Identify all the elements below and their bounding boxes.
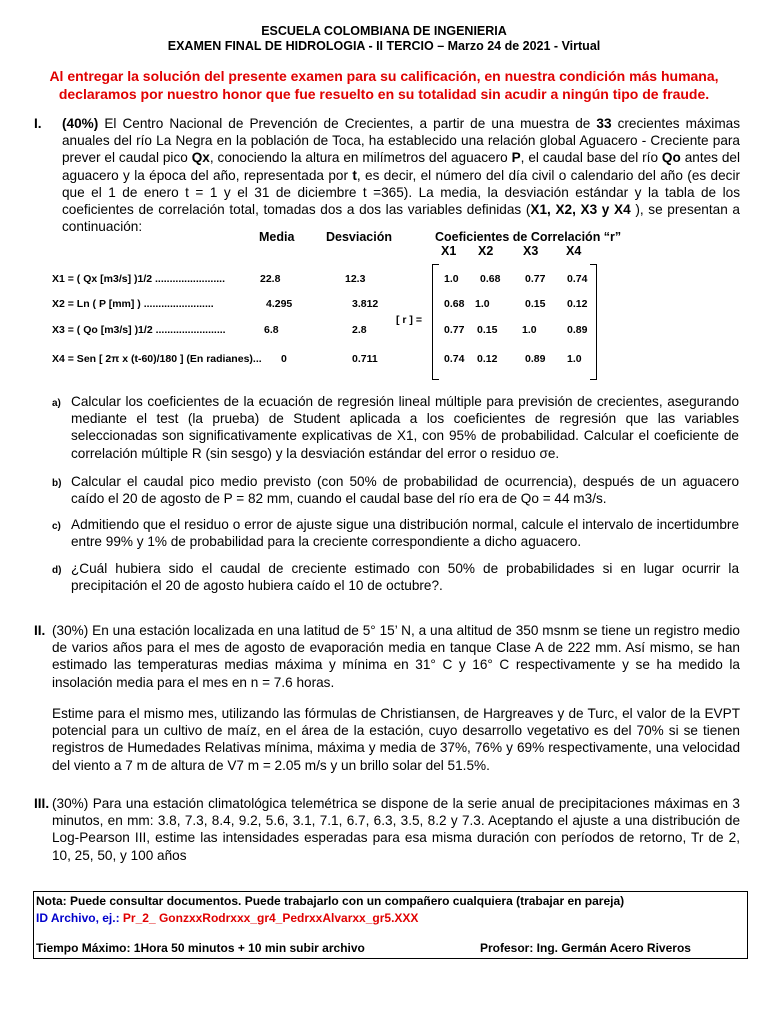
r-2-3: 0.15 [525, 298, 546, 310]
q2-paragraph-2: Estime para el mismo mes, utilizando las fórmulas de Christiansen, de Hargreaves y de Turc, el valor de la EVPT potencial para un cultivo de maíz, en el área de la estación, cuyo desarrollo vegetativo es del 70% si se tienen registros de Humedades Relativas mínima, máxima y media de 37%, 76% y 69% respectivamente, una velocidad del viento a 7 m de altura de V7 m = 2.05 m/s y un brillo solar del 51.5%. [52, 706, 740, 773]
footer-time: Tiempo Máximo: 1Hora 50 minutos + 10 min subir archivo [36, 941, 365, 955]
id-label: ID Archivo, ej.: [36, 911, 120, 925]
corr-col-x3: X3 [523, 244, 539, 258]
matrix-left-bracket [432, 264, 439, 380]
footer-id [36, 911, 418, 925]
r-2-2: 1.0 [475, 298, 490, 310]
r-3-1: 0.77 [444, 324, 465, 336]
part-c-text: Admitiendo que el residuo o error de ajuste sigue una distribución normal, calcule el intervalo de incertidumbre entre 99% y 1% de probabilidad para la creciente correspondiente a dicho aguacero. [71, 517, 739, 550]
r-1-4: 0.74 [567, 273, 588, 285]
q1-paragraph: (40%) El Centro Nacional de Prevención de Crecientes, a partir de una muestra de 33 crecientes máximas anuales del río La Negra en la población de Toca, ha establecido una relación global Aguacero - Creciente para prever el caudal pico Qx, conociendo la altura en milímetros del aguacero P, el caudal base del río Qo antes del aguacero y la época del año, representada por t, es decir, el número del día civil o calendario del año (es decir que el 1 de enero t = 1 y el 31 de diciembre t =365). La media, la desviación estándar y la tabla de los coeficientes de correlación total, tomadas dos a dos las variables definidas (X1, X2, X3 y X4 ), se presentan a continuación: [62, 116, 741, 235]
corr-header: Coeficientes de Correlación “r” [435, 230, 622, 244]
r-3-2: 0.15 [477, 324, 498, 336]
col-desv-header: Desviación [326, 230, 393, 244]
desv-x3: 2.8 [352, 324, 367, 336]
q3-paragraph: (30%) Para una estación climatológica telemétrica se dispone de la serie anual de precipitaciones máximas en 3 minutos, en mm: 3.8, 7.3, 8.4, 9.2, 5.6, 3.1, 7.1, 6.7, 6.3, 3.5, 8.2 y 7.3. Aceptando el ajuste a una distribución de Log-Pearson III, estime las intensidades esperadas para esa misma duración con períodos de retorno, Tr de 2, 10, 25, 50, y 100 años [52, 796, 740, 863]
r-4-3: 0.89 [525, 353, 546, 365]
q2-number: II. [34, 623, 46, 638]
r-3-3: 1.0 [522, 324, 537, 336]
honor-line-1: Al entregar la solución del presente examen para su calificación, en nuestra condición más humana, [49, 68, 719, 84]
desv-x4: 0.711 [352, 353, 378, 365]
row-def-x4: X4 = Sen [ 2π x (t-60)/180 ] (En radianes)... [52, 353, 262, 365]
media-x2: 4.295 [266, 298, 293, 310]
r-4-1: 0.74 [444, 353, 465, 365]
media-x4: 0 [281, 353, 287, 365]
corr-col-x4: X4 [566, 244, 582, 258]
honor-line-2: declaramos por nuestro honor que fue resuelto en su totalidad sin acudir a ningún tipo de fraude. [58, 86, 710, 102]
media-x3: 6.8 [264, 324, 279, 336]
media-x1: 22.8 [260, 273, 281, 285]
q3-number: III. [34, 796, 50, 811]
exam-title: EXAMEN FINAL DE HIDROLOGIA - II TERCIO – Marzo 24 de 2021 - Virtual [167, 39, 601, 53]
desv-x1: 12.3 [345, 273, 366, 285]
row-def-x3: X3 = ( Qo [m3/s] )1/2 ........................ [52, 324, 226, 336]
r-1-1: 1.0 [444, 273, 459, 285]
r-matrix-label: [ r ] = [396, 314, 422, 326]
r-4-4: 1.0 [567, 353, 582, 365]
r-1-3: 0.77 [525, 273, 546, 285]
desv-x2: 3.812 [352, 298, 379, 310]
row-def-x2: X2 = Ln ( P [mm] ) ........................ [52, 298, 214, 310]
part-d-text: ¿Cuál hubiera sido el caudal de creciente estimado con 50% de probabilidades si en lugar ocurrir la precipitación el 20 de agosto hubiera caído el 10 de octubre?. [71, 561, 739, 594]
row-def-x1: X1 = ( Qx [m3/s] )1/2 ........................ [52, 273, 226, 285]
q1-pct: (40%) [62, 116, 99, 131]
q1-number: I. [34, 116, 42, 131]
part-b-label: b) [52, 478, 62, 489]
part-a-label: a) [52, 398, 61, 409]
r-2-4: 0.12 [567, 298, 588, 310]
id-value: Pr_2_ GonzxxRodrxxx_gr4_PedrxxAlvarxx_gr5.XXX [122, 911, 419, 925]
r-1-2: 0.68 [480, 273, 501, 285]
footer-note: Nota: Puede consultar documentos. Puede trabajarlo con un compañero cualquiera (trabajar en pareja) [36, 894, 625, 908]
part-c-label: c) [52, 521, 61, 532]
school-title: ESCUELA COLOMBIANA DE INGENIERIA [261, 24, 507, 38]
q2-paragraph-1: (30%) En una estación localizada en una latitud de 5° 15’ N, a una altitud de 350 msnm se tiene un registro medio de varios años para el mes de agosto de evaporación media en tanque Clase A de 222 mm. Así mismo, se han estimado las temperaturas medias máxima y mínima en 31° C y 16° C respectivamente y se ha medido la insolación media para el mes en n = 7.6 horas. [52, 623, 740, 690]
part-a-text: Calcular los coeficientes de la ecuación de regresión lineal múltiple para previsión de crecientes, asegurando mediante el test (la prueba) de Student aplicada a los coeficientes de regresión que las variables seleccionadas son significativamente explicativas de X1, con 95% de probabilidad. Calcular el coeficiente de correlación múltiple R (sin sesgo) y la desviación estándar del error o residuo σe. [71, 394, 739, 461]
corr-col-x1: X1 [441, 244, 457, 258]
col-media-header: Media [259, 230, 295, 244]
corr-col-x2: X2 [478, 244, 494, 258]
r-4-2: 0.12 [477, 353, 498, 365]
part-d-label: d) [52, 565, 62, 576]
r-2-1: 0.68 [444, 298, 465, 310]
matrix-right-bracket [590, 264, 597, 380]
footer-professor: Profesor: Ing. Germán Acero Riveros [480, 941, 691, 955]
part-b-text: Calcular el caudal pico medio previsto (con 50% de probabilidad de ocurrencia), después de un aguacero caído el 20 de agosto de P = 82 mm, cuando el caudal base del río era de Qo = 44 m3/s. [71, 474, 739, 507]
r-3-4: 0.89 [567, 324, 588, 336]
